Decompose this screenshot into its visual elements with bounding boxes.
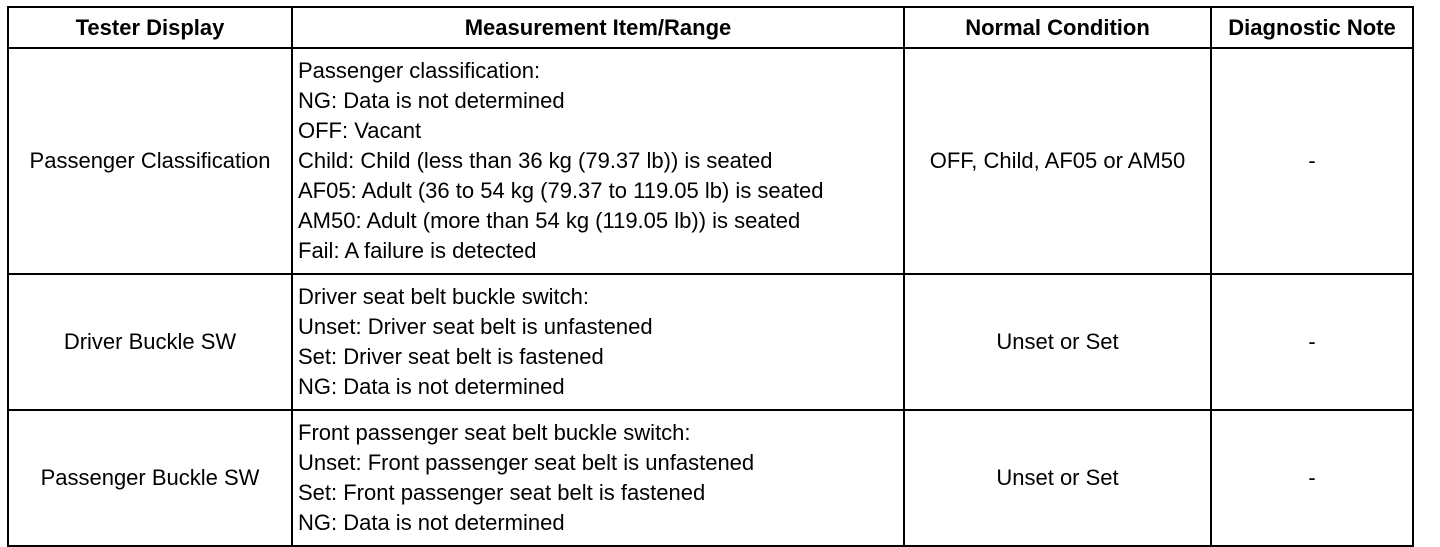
normal-condition-cell: Unset or Set: [904, 410, 1211, 546]
tester-display-cell: Passenger Classification: [8, 48, 292, 274]
measurement-range-cell: [292, 48, 904, 274]
header-diagnostic-note: Diagnostic Note: [1211, 7, 1413, 48]
table-row: [8, 410, 1413, 546]
header-measurement-item-range: Measurement Item/Range: [292, 7, 904, 48]
measurement-line: NG: Data is not determined: [298, 510, 565, 535]
measurement-line: Fail: A failure is detected: [298, 238, 537, 263]
measurement-line: Passenger classification:: [298, 58, 541, 83]
measurement-line: Front passenger seat belt buckle switch:: [298, 420, 691, 445]
measurement-line: Set: Front passenger seat belt is fastened: [298, 480, 706, 505]
measurement-line: Unset: Front passenger seat belt is unfastened: [298, 450, 755, 475]
measurement-line: AM50: Adult (more than 54 kg (119.05 lb)) is seated: [298, 208, 801, 233]
measurement-line: Driver seat belt buckle switch:: [298, 284, 589, 309]
diagnostic-note-cell: -: [1211, 410, 1413, 546]
diagnostic-note-cell: -: [1211, 48, 1413, 274]
measurement-range-cell: [292, 274, 904, 410]
diagnostic-note-cell: -: [1211, 274, 1413, 410]
header-tester-display: Tester Display: [8, 7, 292, 48]
measurement-line: AF05: Adult (36 to 54 kg (79.37 to 119.05 lb) is seated: [298, 178, 824, 203]
data-list-table: [7, 6, 1414, 547]
measurement-line: Set: Driver seat belt is fastened: [298, 344, 604, 369]
table-row: [8, 48, 1413, 274]
measurement-line: Child: Child (less than 36 kg (79.37 lb)) is seated: [298, 148, 773, 173]
header-normal-condition: Normal Condition: [904, 7, 1211, 48]
tester-display-cell: Passenger Buckle SW: [8, 410, 292, 546]
measurement-line: Unset: Driver seat belt is unfastened: [298, 314, 653, 339]
measurement-line: OFF: Vacant: [298, 118, 422, 143]
measurement-line: NG: Data is not determined: [298, 88, 565, 113]
header-row: [8, 7, 1413, 48]
table-row: [8, 274, 1413, 410]
measurement-line: NG: Data is not determined: [298, 374, 565, 399]
normal-condition-cell: Unset or Set: [904, 274, 1211, 410]
measurement-range-cell: [292, 410, 904, 546]
data-list-table-container: [7, 6, 1414, 547]
tester-display-cell: Driver Buckle SW: [8, 274, 292, 410]
normal-condition-cell: OFF, Child, AF05 or AM50: [904, 48, 1211, 274]
